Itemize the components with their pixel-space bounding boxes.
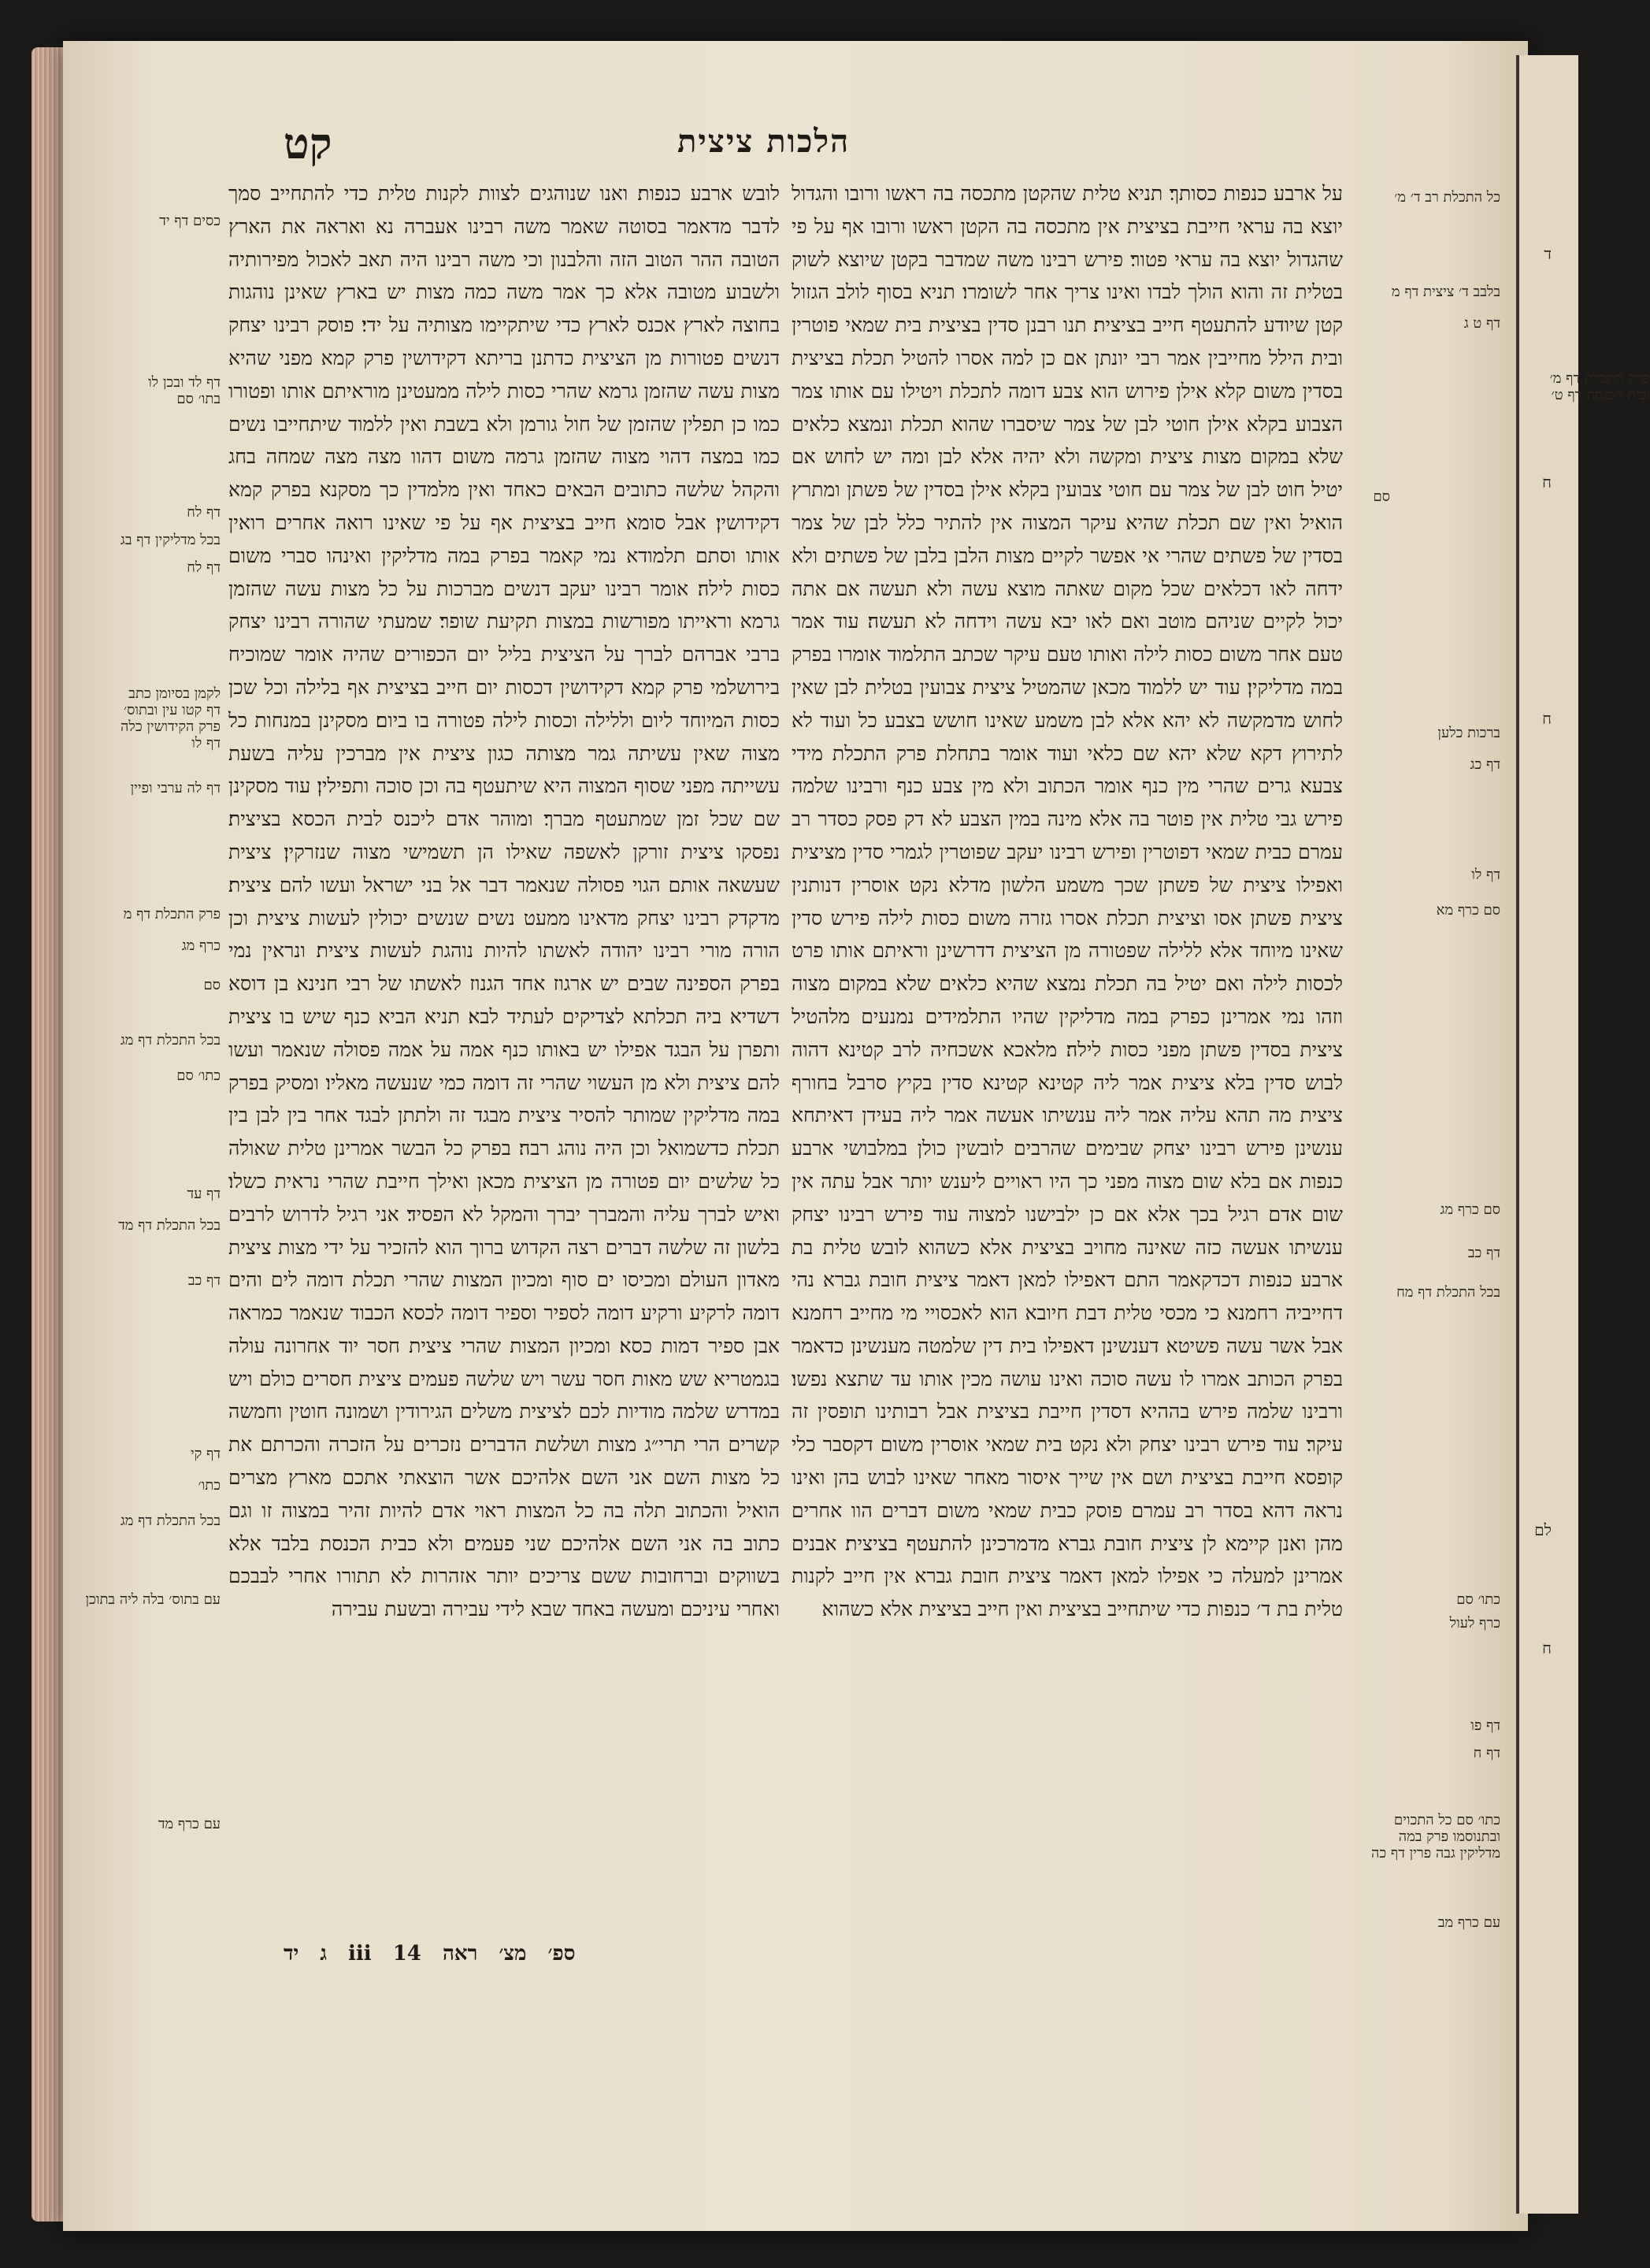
margin-note: לקמן בסיומן כתב דף קטו עין ובתוס׳ פרק הקידושין כלה דף לו [121,685,221,752]
margin-note: סם כרף מא [1436,902,1500,919]
margin-note: כרף מג [181,937,221,954]
catchwords: ספ׳ מצ׳ ראה iii 14 ג יד [284,1942,576,1965]
margin-note: ח [1542,473,1552,492]
margin-note: ח [1542,709,1552,728]
margin-note: דף ט ג [1463,315,1500,332]
page-header [236,118,1378,173]
margin-note: כסים דף יד [159,213,221,229]
margin-note: ד [1544,244,1552,263]
margin-note: סם כרף מג [1440,1201,1500,1218]
right-column-text: על ארבע כנפות כסותך׃ תניא טלית שהקטן מתכסה בה ראשו ורובו והגדול יוצא בה עראי חייבת בציצית אין מתכסה בה הקטן ראשו ורובו אף על פי שהגדול יוצא בה עראי פטור׃ פירש רבינו משה שמדבר בקטן שיוצא לשוק בטלית זה והוא הולך לבדו ואינו צריך אחר לשומרו׃ תניא בסוף לולב הגזול קטן שיודע להתעטף חייב בציצית׃ תנו רבנן סדין בציצית בית שמאי פוטרין ובית הילל מחייבין אמר רבי יונתן אם כן למה אסרו להטיל תכלת בציצית בסדין משום קלא אילן פירוש הוא צבע דומה לתכלת ויטילו עם אותו צמר הצבוע בקלא אילן חוטי לבן של צמר שיסברו שהוא תכלת ונמצא כלאים שלא במקום מצות ציצית ומקשה ולא יהיה אלא לבן ומה יש לחוש אם יטיל חוט לבן של צמר עם חוטי צבועין בקלא אילן בסדין של פשתן ומתרץ הואיל ואין שם תכלת שהיא עיקר המצוה אין להתיר כלל לבן של צמר בסדין של פשתים שהרי אי אפשר לקיים מצות הלבן בלבן של פשתים ולא ידחה לאו דכלאים שכל מקום שאתה מוצא עשה ולא תעשה אם אתה יכול לקיים שניהם מוטב ואם לאו יבא עשה וידחה לא תעשה׃ עוד אמר טעם אחר משום כסות לילה ואותו טעם עיקר שכתב התלמוד אומרו בפרק במה מדליקין׃ עוד יש ללמוד מכאן שהמטיל ציצית צבועין בטלית לבן שאין לחוש מדמקשה לא יהא אלא לבן משמע שאינו חושש בצבע כל ועוד לא לתירוץ דקא שלא יהא שם כלאי ועוד אומר בתחלת פרק התכלת מידי צבעא גרים שהרי מין כנף אומר הכתוב ולא מין צבע כנף ורבינו שלמה פירש גבי טלית אין פוטר בה אלא מינה במין הצבע לא דק פסק כסדר רב עמרם כבית שמאי דפוטרין ופירש רבינו יעקב שפוטרין לגמרי סדין מציצית ואפילו ציצית של פשתן שכך משמע הלשון מדלא נקט אוסרין דנותנין ציצית פשתן אסו וציצית תכלת אסרו גזרה משום כסות לילה פירש סדין שאינו מיוחד אלא ללילה שפטורה מן הציצית דדרשינן וראיתם אותו פרט לכסות לילה ואם יטיל בה תכלת נמצא שהיא כלאים שלא במקום מצוה וזהו נמי אמרינן כפרק במה מדליקין שהיו התלמידים נמנעים מלהטיל ציצית בסדין פשתן מפני כסות לילה׃ מלאכא אשכחיה לרב קטינא דהוה לבוש סדין בלא ציצית אמר ליה קטינא קטינא סדין בקיץ סרבל בחורף ציצית מה תהא עליה אמר ליה ענשיתו אעשה אמר ליה בעידן דאיתחא ענשינן פירש רבינו יצחק שבימים שהרבים לובשין כולן במלבושי ארבע כנפות אם בלא שום מצוה מפני כך היו ראויים ליענש יותר אבל עתה אין שום אדם רגיל בכך אלא אם כן ילבישנו למצוה עוד פירש רבינו יצחק ענשיתו אעשה כזה שאינה מחויב בציצית אלא כשהוא לובש טלית בת ארבע כנפות דכדקאמר התם דאפילו למאן דאמר ציצית חובת גברא נהי דחייביה רחמנא כי מכסי טלית דבת חיובא הוא לאכסויי מי מחייב רחמנא אבל אשר עשה פשיטא דענשינן דאפילו בית דין שלמטה מענשינן כדאמר בפרק הכותב אמרו לו עשה סוכה ואינו עושה מכין אותו עד שתצא נפשו׃ ורבינו שלמה פירש בההיא דסדין חייבת בציצית אבל רבותינו תופסין זה עיקר׃ עוד פירש רבינו יצחק ולא נקט בית שמאי אוסרין משום דקסבר כלי קופסא חייבת בציצית ושם אין שייך איסור מאחר שאינו לבוש בהן ואינו נראה דהא בסדר רב עמרם פוסק כבית שמאי משום דברים הוו אחרים מהן ואנן קיימא לן ציצית חובת גברא מדמרכינן להתעטף בציצית׃ אבנים אמרינן למעלה כי אפילו למאן דאמר ציצית חובת גברא אין חייב לקנות טלית בת ד׳ כנפות כדי שיתחייב בציצית ואין חייב בציצית אלא כשהוא [792,182,1343,1621]
margin-note: בכל התכלת דף מח [1396,1284,1500,1301]
margin-note: דף עד [187,1186,221,1202]
margin-note: דף לח [187,504,221,521]
margin-note: דף כב [187,1272,221,1289]
margin-note: בכל התכלת דף מג [120,1513,221,1529]
left-margin-notes [79,173,228,1906]
left-column-text: לובש ארבע כנפות׃ ואנו שנוהגים לצוות לקנות טלית כדי להתחייב סמך לדבר מדאמר בסוטה שאמר משה רבינו אעברה נא ואראה את הארץ הטובה ההר הטוב הזה והלבנון וכי משה רבינו היה תאב לאכול מפירותיה ולשבוע מטובה אלא כך אמר משה כמה מצות יש בארץ שאינן נוהגות בחוצה לארץ אכנס לארץ כדי שיתקיימו מצותיה על ידי׃ פוסק רבינו יצחק דנשים פטורות מן הציצית כדתנן בריתא דקידושין פרק קמא מפני שהיא מצות עשה שהזמן גרמא שהרי כסות לילה ממעטינן מוראיתם אותו ופטורו כמו כן תפלין שהזמן של חול גורמן ולא בשבת ואין ללמוד שיתחייבו נשים כמו במצה דהוי מצוה שהזמן גרמה משום דהוו מצה מצה שמחה בחג והקהל שלשה כתובים הבאים כאחד ואין מלמדין כך מסקנא בפרק קמא דקידושין׃ אבל סומא חייב בציצית אף על פי שאינו רואה אחרים רואין אותו וסתם תלמודא נמי קאמר בפרק במה מדליקין ואינהו סברי משום כסות לילה׃ אומר רבינו יעקב דנשים מברכות על כל מצות עשה שהזמן גרמא וראייתו מפורשות במצות תקיעת שופר׃ שמעתי שהורה רבינו יצחק ברבי אברהם לברך על הציצית בליל יום הכפורים שהיה אומר שמוכיח בירושלמי פרק קמא דקידושין דכסות יום חייב בציצית אף בלילה וכל שכן כסות המיוחד ליום וללילה וכסות לילה פטורה בו ביום׃ מסקינן במנחות כל מצוה שאין עשיתה גמר מצותה כגון ציצית אין מברכין עליה בשעת עשייתה מפני שסוף המצוה היא שיתעטף בה וכן סוכה ותפילין׃ עוד מסקינן שם שכל זמן שמתעטף מברך׃ ומוהר אדם ליכנס לבית הכסא בציצית׃ נפסקו ציצית זורקן לאשפה שאילו הן תשמישי מצוה שנזרקין׃ ציצית שעשאה אותם הגוי פסולה שנאמר דבר אל בני ישראל ועשו להם ציצית׃ מדקדק רבינו יצחק מדאינו ממעט נשים שנשים יכולין לעשות ציצית וכן הורה מורי רבינו יהודה לאשתו להיות נוהגת לעשות ציצית׃ ונראין נמי בפרק הספינה שבים יש ארגוז אחד הגנוז לאשתו של רבי חנינא בן דוסא דשדיא ביה תכלתא לצדיקים לעתיד לבא׃ תניא הביא כנף שיש בו ציצית ותפרן על הבגד אפילו יש באותו כנף אמה על אמה פסולה שנאמר ועשו להם ציצית ולא מן העשוי שהרי זה דומה כמי שנעשה מאליו׃ ומסיק בפרק במה מדליקין שמותר להסיר ציצית מבגד זה ולתתן לבגד אחר בין לבן בין תכלת כדשמואל וכן היה נוהג רבה׃ בפרק כל הבשר אמרינן טלית שאולה כל שלשים יום פטורה מן הציצית מכאן ואילך חייבת שהרי נראית כשלו׃ ואיש לברך עליה והמברך יברך והמקל לא הפסיד׃ אני רגיל לדרוש לרבים בלשון זה שלשה דברים רצה הקדוש ברוך הוא להזכיר על ידי מצות ציצית מאדון העולם ומכיסו ים סוף ומכיון המצות שהרי תכלת דומה לים והים דומה לרקיע ורקיע דומה לספיר וספיר דומה לכסא הכבוד שנאמר כמראה אבן ספיר דמות כסא׃ ומכיון המצות שהרי ציצית חסר יוד אחרונה עולה בגמטריא שש מאות חסר עשר ויש שלשה פעמים ציצית חסרים כולם ויש במדרש שלמה מודיות לכם לציצית משלים הגירודין ושמונה חוטין וחמשה קשרים הרי תרי״ג מצות ושלשת הדברים נזכרים על הזכרה והכרתם את כל מצות השם אני השם אלהיכם אשר הוצאתי אתכם מארץ מצרים הואיל והכתוב תלה בה כל המצות ראוי אדם להיות זהיר במצוה זו וגם כתוב בה אני השם אלהיכם שני פעמים׃ ולא כבית הכנסת בלבד אלא בשווקים וברחובות ששם צריכים יותר אזהרות לא תתורו אחרי לבבכם ואחרי עיניכם ומעשה באחד שבא לידי עבירה ובשעת עבירה [228,182,780,1621]
margin-note: פרק התכלת דף מ׳ ובית הכנסת דף ט׳ [1549,370,1650,403]
margin-note: פרק התכלת דף מ [123,906,221,922]
margin-note: דף לו [1471,867,1500,883]
margin-note: עם בתוס׳ בלה ליה בתוכן [85,1591,221,1608]
margin-note: עם כרף מב [1437,1914,1500,1931]
margin-note: כתו׳ סם [176,1067,221,1084]
margin-note: סם [203,977,221,993]
margin-note: כרף לעול [1449,1615,1500,1631]
margin-note: ח [1542,1639,1552,1657]
facing-page-margin [1520,221,1567,1657]
margin-note: דף לח [187,559,221,576]
margin-note: לם [1534,1520,1552,1539]
main-text-right-column [792,177,1343,2068]
folio-number: קט [284,118,332,169]
margin-note: כל התכלת רב ד׳ מ׳ [1394,189,1500,206]
margin-note: בכל התכלת דף מג [120,1032,221,1049]
margin-note: כתו׳ סם כל התכוים ובתנוסמו פרק במה מדליקין גבה פרין דף כה [1371,1812,1500,1862]
running-title: הלכות ציצית [677,123,851,160]
margin-note: כתו׳ [198,1477,221,1494]
margin-note: בכל התכלת דף מד [118,1217,221,1234]
margin-note: דף קי [190,1446,221,1462]
margin-note: כתו׳ סם [1456,1591,1500,1608]
margin-note: דף כב [1467,1245,1500,1261]
margin-note: דף פו [1470,1717,1500,1734]
main-text-left-column [228,177,780,1950]
margin-note: דף כג [1470,756,1500,773]
margin-note: בלבב ד׳ ציצית דף מ [1391,284,1500,300]
margin-note: דף ח [1473,1745,1500,1761]
margin-note: דף לה ערבי ופיין [130,780,221,796]
margin-note: בכל מדליקין דף בג [120,532,221,548]
margin-note: עם כרף מד [158,1816,221,1832]
margin-note: ברכות כלען [1437,725,1500,741]
margin-note: סם [1373,488,1390,505]
margin-note: דף לד ובכן לו בתו׳ סם [148,374,221,407]
